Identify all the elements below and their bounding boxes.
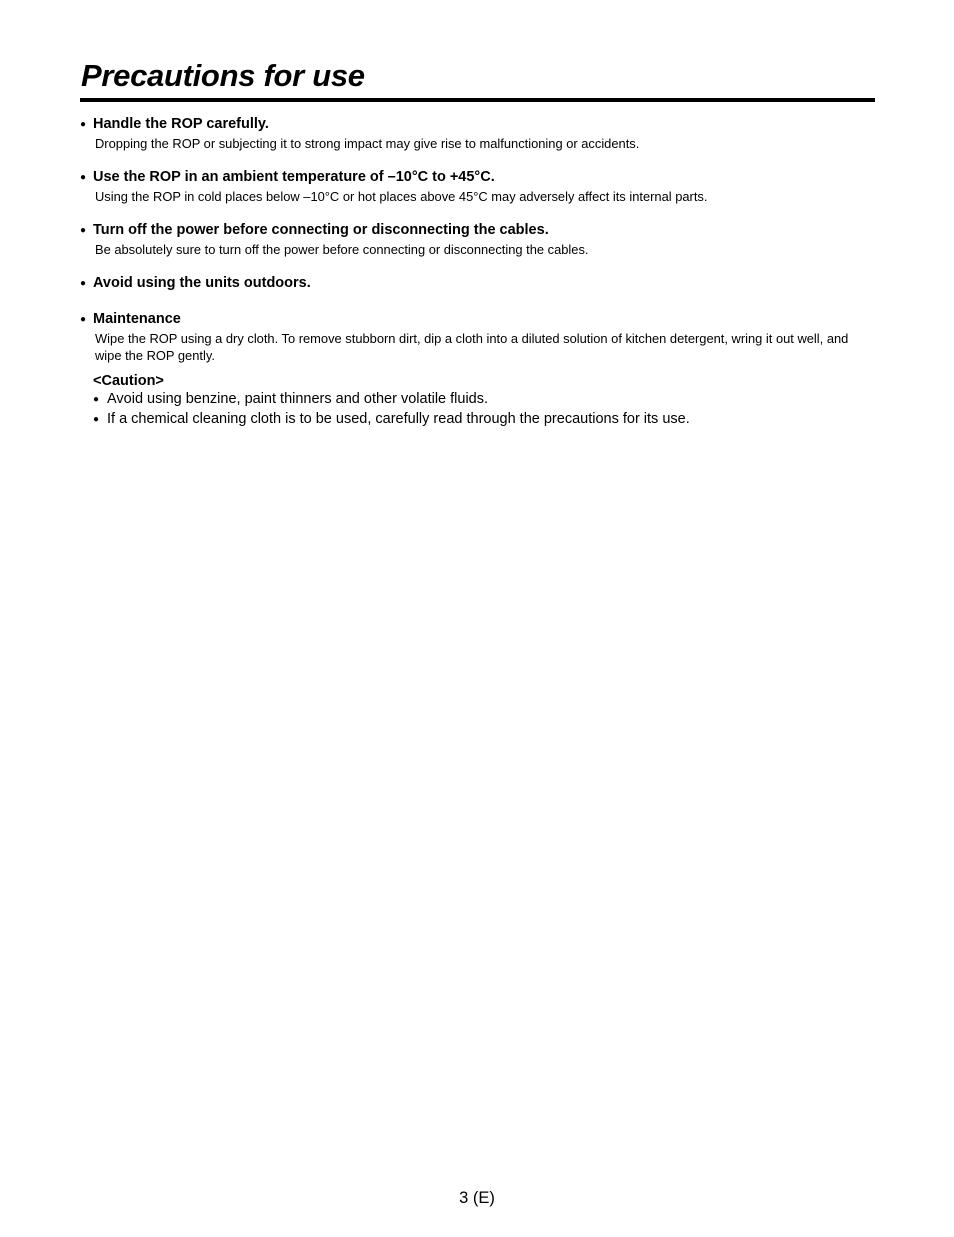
bullet-icon: ● bbox=[80, 119, 87, 130]
section-body: Be absolutely sure to turn off the power before connecting or disconnecting the cables. bbox=[95, 242, 589, 257]
section-heading-text: Turn off the power before connecting or disconnecting the cables. bbox=[93, 222, 549, 238]
bullet-icon: ● bbox=[80, 314, 87, 325]
section-heading bbox=[80, 310, 870, 330]
page-title: Precautions for use bbox=[81, 58, 365, 93]
bullet-icon: ● bbox=[80, 278, 87, 289]
section-heading bbox=[80, 221, 870, 241]
bullet-icon: ● bbox=[93, 394, 100, 405]
section-heading-text: Use the ROP in an ambient temperature of –10°C to +45°C. bbox=[93, 169, 495, 185]
section-heading-text: Maintenance bbox=[93, 311, 181, 327]
bullet-icon: ● bbox=[93, 414, 100, 425]
section-heading bbox=[80, 274, 870, 294]
section-heading bbox=[80, 168, 870, 188]
section-body: Using the ROP in cold places below –10°C or hot places above 45°C may adversely affect its internal parts. bbox=[95, 189, 708, 204]
bullet-icon: ● bbox=[80, 225, 87, 236]
caution-item-text: If a chemical cleaning cloth is to be used, carefully read through the precautions for its use. bbox=[107, 411, 690, 427]
page-number: 3 (E) bbox=[459, 1189, 495, 1207]
caution-block bbox=[93, 372, 873, 430]
section-heading-text: Handle the ROP carefully. bbox=[93, 116, 269, 132]
section-ambient-temperature bbox=[80, 168, 870, 205]
section-outdoors bbox=[80, 274, 870, 294]
bullet-icon: ● bbox=[80, 172, 87, 183]
section-body: Dropping the ROP or subjecting it to strong impact may give rise to malfunctioning or accidents. bbox=[95, 136, 640, 151]
caution-item-text: Avoid using benzine, paint thinners and other volatile fluids. bbox=[107, 391, 489, 407]
caution-item bbox=[93, 390, 873, 410]
section-power-off bbox=[80, 221, 870, 258]
title-rule bbox=[80, 98, 875, 102]
section-maintenance bbox=[80, 310, 870, 364]
section-body: Wipe the ROP using a dry cloth. To remove stubborn dirt, dip a cloth into a diluted solution of kitchen detergent, wring it out well, and wipe the ROP gently. bbox=[95, 331, 849, 363]
section-heading bbox=[80, 115, 870, 135]
section-handle-carefully bbox=[80, 115, 870, 152]
caution-item bbox=[93, 410, 873, 430]
caution-title: <Caution> bbox=[93, 373, 164, 389]
section-heading-text: Avoid using the units outdoors. bbox=[93, 275, 311, 291]
